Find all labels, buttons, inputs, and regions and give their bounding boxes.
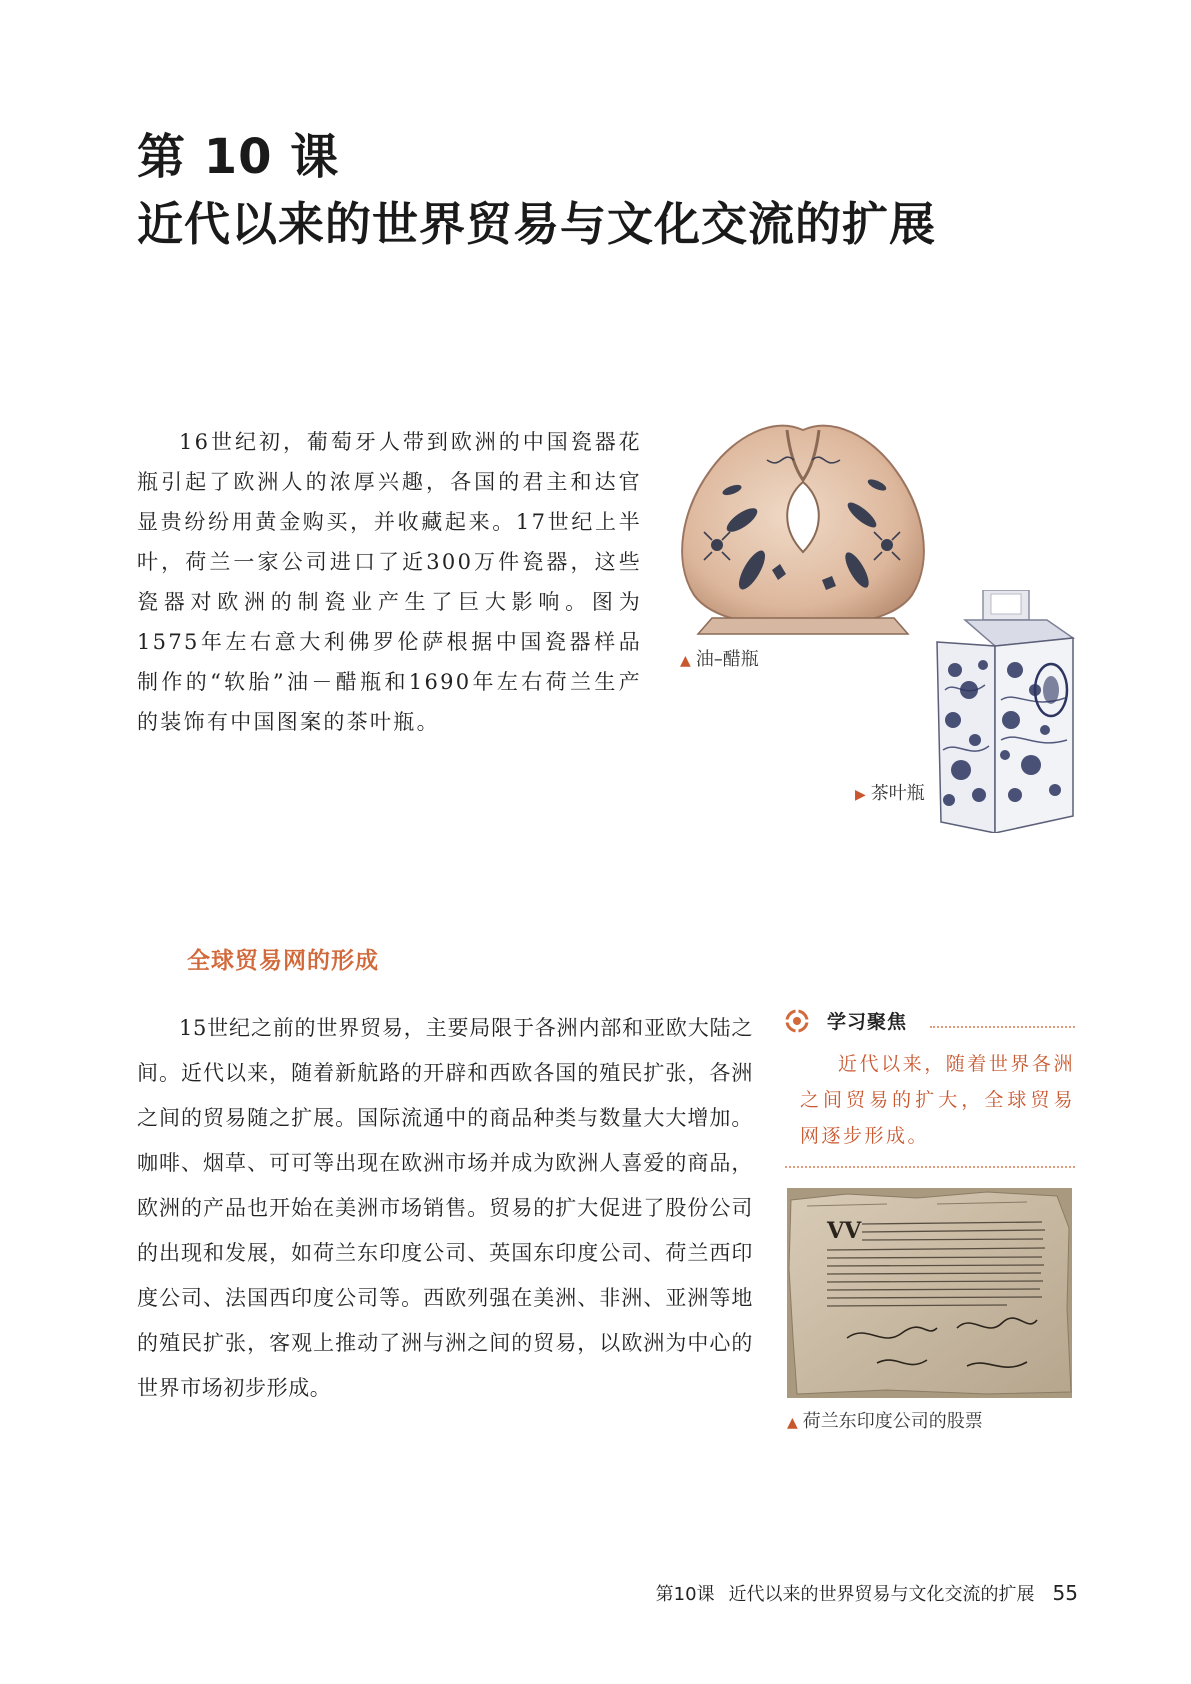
caption-triangle-icon: ▲ [787,1415,798,1431]
vase-caption-text: 油–醋瓶 [695,649,759,670]
stock-caption [787,1407,983,1433]
section-heading: 全球贸易网的形成 [187,948,379,974]
page-footer [656,1580,1078,1606]
svg-text:VV: VV [827,1218,862,1244]
bottle-caption [855,779,925,805]
learning-focus-title: 学习聚焦 [827,1011,908,1033]
intro-paragraph [137,422,642,742]
lesson-title: 近代以来的世界贸易与文化交流的扩展 [137,197,936,251]
main-text: 15世纪之前的世界贸易，主要局限于各洲内部和亚欧大陆之间。近代以来，随着新航路的开辟和西欧各国的殖民扩张，各洲之间的贸易随之扩展。国际流通中的商品种类与数量大大增加。咖啡、烟草、可可等出现在欧洲市场并成为欧洲人喜爱的商品，欧洲的产品也开始在美洲市场销售。贸易的扩大促进了股份公司的出现和发展，如荷兰东印度公司、英国东印度公司、荷兰西印度公司、法国西印度公司等。西欧列强在美洲、非洲、亚洲等地的殖民扩张，客观上推动了洲与洲之间的贸易，以欧洲为中心的世界市场初步形成。 [137,1016,753,1400]
tea-bottle-image [935,590,1077,833]
dotted-divider [930,1026,1075,1028]
lesson-number: 第 10 课 [137,129,340,185]
bottle-caption-text: 茶叶瓶 [870,783,925,804]
stock-caption-text: 荷兰东印度公司的股票 [802,1411,983,1432]
target-icon [785,1009,809,1033]
vase-caption [680,645,759,671]
caption-triangle-icon: ▲ [680,653,691,669]
learning-focus-text: 近代以来，随着世界各洲之间贸易的扩大，全球贸易网逐步形成。 [800,1053,1075,1147]
main-paragraph [137,1006,753,1411]
oil-vinegar-bottle-image [672,420,934,640]
learning-focus-header [785,1007,1075,1037]
stock-certificate-image [787,1188,1072,1398]
caption-triangle-right-icon: ▶ [855,787,866,803]
footer-title: 近代以来的世界贸易与文化交流的扩展 [728,1584,1035,1605]
dotted-divider-bottom [785,1166,1075,1168]
intro-text: 16世纪初，葡萄牙人带到欧洲的中国瓷器花瓶引起了欧洲人的浓厚兴趣，各国的君主和达官显贵纷纷用黄金购买，并收藏起来。17世纪上半叶，荷兰一家公司进口了近300万件瓷器，这些瓷器对欧洲的制瓷业产生了巨大影响。图为1575年左右意大利佛罗伦萨根据中国瓷器样品制作的“软胎”油－醋瓶和1690年左右荷兰生产的装饰有中国图案的茶叶瓶。 [137,430,642,734]
page-number: 55 [1052,1581,1078,1605]
footer-chapter: 第10课 [655,1584,715,1605]
learning-focus-box [785,1007,1075,1168]
